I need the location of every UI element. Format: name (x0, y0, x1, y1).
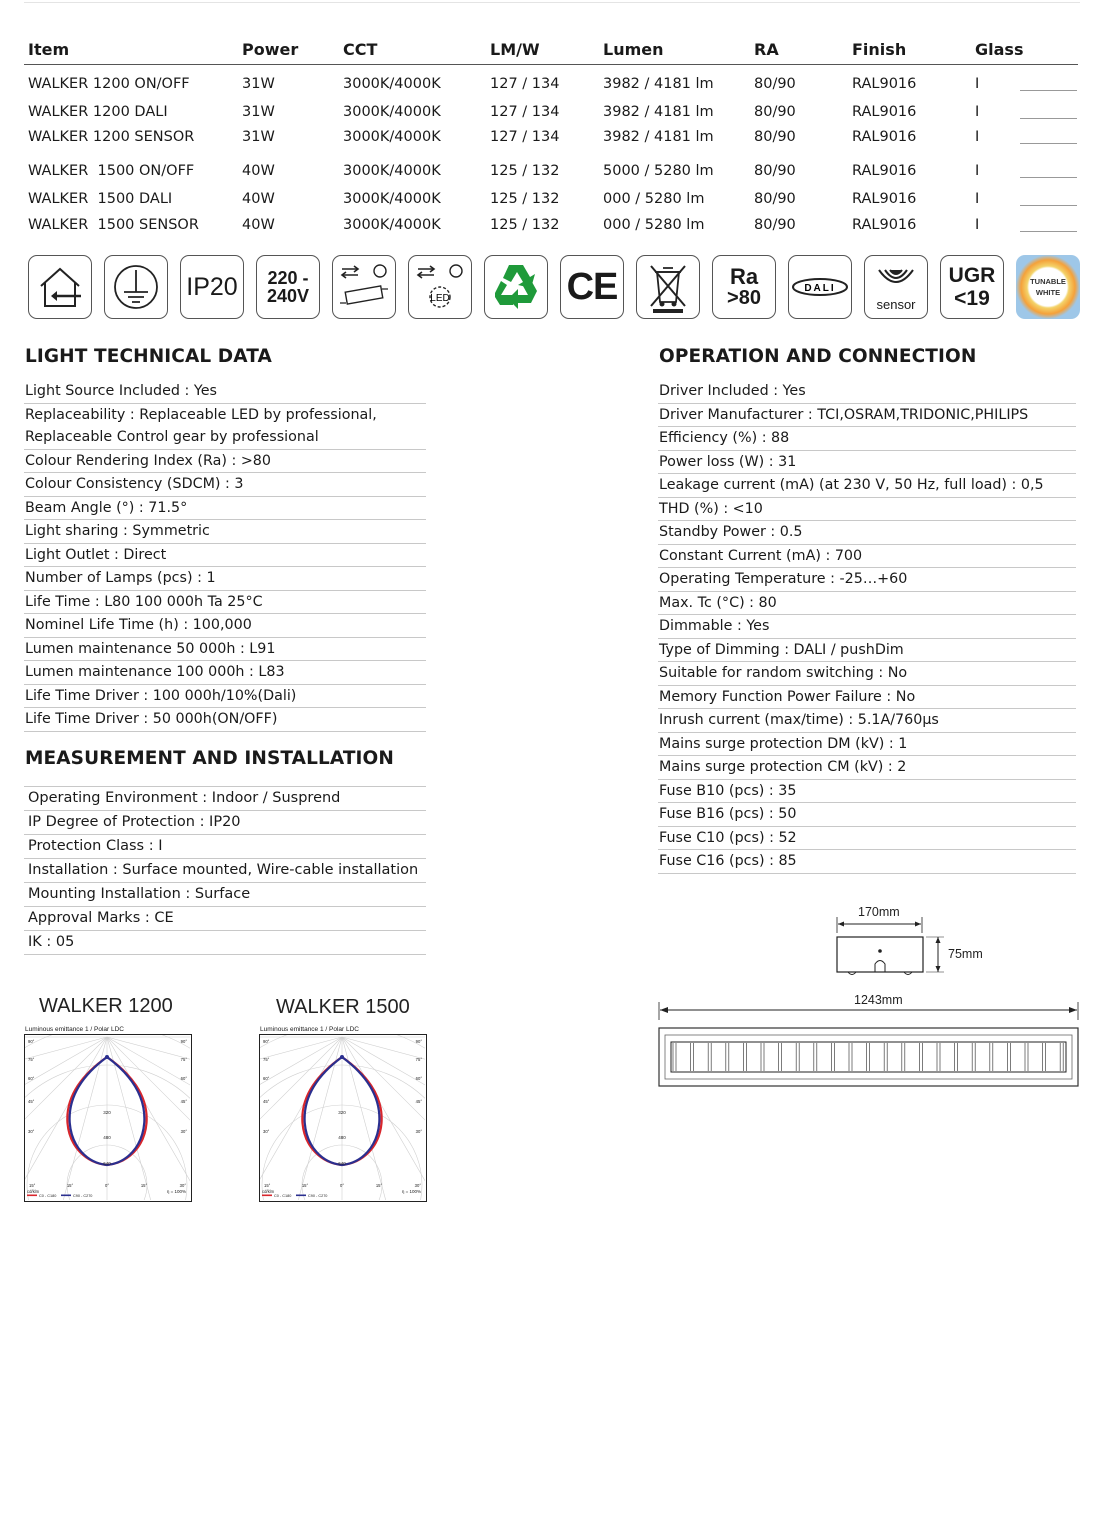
angle-label-bottom: 15° (375, 1183, 383, 1188)
tunable-white-icon (1016, 255, 1080, 319)
legend-label-b: C90 - C270 (73, 1194, 93, 1198)
spec-row: Fuse B16 (pcs) : 50 (658, 803, 1076, 827)
glass-underline (1020, 118, 1077, 119)
cell-lmw: 127 / 134 (490, 104, 560, 120)
polar-grid-ring (25, 1035, 190, 1200)
spec-row: Inrush current (max/time) : 5.1A/760µs (658, 709, 1076, 733)
angle-label-bottom: 30° (179, 1183, 186, 1188)
angle-label-bottom: 15° (66, 1183, 74, 1188)
spec-row: Lumen maintenance 100 000h : L83 (24, 661, 426, 685)
cell-lmw: 127 / 134 (490, 76, 560, 92)
spec-row: Max. Tc (°C) : 80 (658, 592, 1076, 616)
polar-grid-ray (260, 1037, 342, 1157)
ring-label: 640 (338, 1161, 346, 1166)
col-header-power: Power (242, 40, 299, 59)
angle-label-bottom: 15° (29, 1183, 36, 1188)
polar-grid-ray (104, 1037, 190, 1200)
col-header-item: Item (28, 40, 70, 59)
ring-label: 640 (103, 1161, 111, 1166)
cell-lmw: 125 / 132 (490, 191, 560, 207)
spec-row: Life Time Driver : 100 000h/10%(Dali) (24, 685, 426, 709)
angle-label-left: 90° (28, 1039, 35, 1044)
spec-row: Protection Class : I (24, 835, 426, 859)
cell-power: 31W (242, 104, 275, 120)
ip-rating-text: IP20 (186, 272, 238, 301)
table-header (24, 36, 1078, 65)
led-label: LED (430, 293, 450, 304)
ldc-peak-point (340, 1055, 344, 1059)
angle-label-left: 75° (263, 1057, 270, 1062)
spec-row: Life Time Driver : 50 000h(ON/OFF) (24, 708, 426, 732)
spec-row: THD (%) : <10 (658, 498, 1076, 522)
angle-label-left: 60° (263, 1076, 270, 1081)
cell-item: WALKER 1200 SENSOR (28, 129, 195, 145)
spec-row: Fuse C10 (pcs) : 52 (658, 827, 1076, 851)
ugr-label: UGR (948, 264, 996, 287)
angle-label-right: 60° (415, 1076, 422, 1081)
dali-icon (788, 255, 852, 319)
cell-finish: RAL9016 (852, 76, 917, 92)
angle-label-right: 60° (180, 1076, 187, 1081)
ldc-left-caption: Luminous emittance 1 / Polar LDC (25, 1026, 124, 1033)
polar-grid-ray (45, 1037, 110, 1200)
col-header-finish: Finish (852, 40, 907, 59)
cell-item: WALKER 1200 DALI (28, 104, 168, 120)
spec-row: Fuse C16 (pcs) : 85 (658, 850, 1076, 874)
cell-lmw: 125 / 132 (490, 163, 560, 179)
ldc-left-title: WALKER 1200 (39, 995, 173, 1017)
ce-mark-icon (560, 255, 624, 319)
cell-power: 40W (242, 163, 275, 179)
angle-label-right: 75° (415, 1057, 422, 1062)
cell-cct: 3000K/4000K (343, 163, 441, 179)
angle-label-bottom: 0° (104, 1183, 110, 1188)
spec-row: Lumen maintenance 50 000h : L91 (24, 638, 426, 662)
table-row (24, 187, 1078, 211)
table-row (24, 72, 1078, 96)
led-driver-icon (408, 255, 472, 319)
protective-earth-icon (104, 255, 168, 319)
measurement-list (24, 786, 426, 955)
angle-label-left: 60° (28, 1076, 35, 1081)
ldc-efficiency: η = 100% (166, 1189, 186, 1194)
tunable-line-1: TUNABLE (1030, 277, 1066, 286)
spec-row: Driver Included : Yes (658, 380, 1076, 404)
polar-grid-ray (25, 1037, 107, 1157)
spec-row: Standby Power : 0.5 (658, 521, 1076, 545)
cell-lumen: 3982 / 4181 lm (603, 76, 714, 92)
sensor-label: sensor (876, 296, 916, 312)
spec-row: Approval Marks : CE (24, 907, 426, 931)
light-technical-list (24, 380, 426, 732)
angle-label-right: 75° (180, 1057, 187, 1062)
cell-power: 40W (242, 191, 275, 207)
legend-swatch-a (262, 1195, 272, 1197)
cell-item: WALKER 1500 ON/OFF (28, 163, 195, 179)
cell-finish: RAL9016 (852, 163, 917, 179)
recycle-icon (484, 255, 548, 319)
spec-row: Constant Current (mA) : 700 (658, 545, 1076, 569)
polar-grid-ray (342, 1037, 425, 1157)
cell-power: 31W (242, 76, 275, 92)
cell-cct: 3000K/4000K (343, 129, 441, 145)
cell-glass: I (975, 191, 980, 207)
glass-underline (1020, 231, 1077, 232)
cell-lumen: 3982 / 4181 lm (603, 104, 714, 120)
operation-title: OPERATION AND CONNECTION (659, 346, 977, 367)
angle-label-right: 30° (415, 1129, 422, 1134)
polar-grid-ray (339, 1037, 404, 1200)
polar-grid-ring (25, 1065, 190, 1200)
cell-power: 31W (242, 129, 275, 145)
polar-grid-ray (25, 1037, 110, 1200)
cell-cct: 3000K/4000K (343, 104, 441, 120)
top-rule (24, 2, 1080, 3)
polar-grid-ray (339, 1037, 425, 1200)
cell-cct: 3000K/4000K (343, 217, 441, 233)
cell-power: 40W (242, 217, 275, 233)
angle-label-bottom: 30° (414, 1183, 421, 1188)
dali-label: DALI (804, 283, 836, 294)
angle-label-left: 30° (263, 1129, 270, 1134)
ring-label: 320 (338, 1110, 346, 1115)
ldc-peak-point (105, 1055, 109, 1059)
cell-cct: 3000K/4000K (343, 191, 441, 207)
polar-grid-ray (280, 1037, 345, 1200)
cell-ra: 80/90 (754, 191, 796, 207)
dim-width-label: 170mm (858, 905, 900, 919)
angle-label-right: 30° (180, 1129, 187, 1134)
cell-lumen: 3982 / 4181 lm (603, 129, 714, 145)
spec-row: Power loss (W) : 31 (658, 451, 1076, 475)
spec-row: Beam Angle (°) : 71.5° (24, 497, 426, 521)
legend-swatch-b (296, 1195, 306, 1197)
spec-row: Driver Manufacturer : TCI,OSRAM,TRIDONIC,PHILIPS (658, 404, 1076, 428)
col-header-cct: CCT (343, 40, 378, 59)
ldc-efficiency: η = 100% (401, 1189, 421, 1194)
ring-label: 320 (103, 1110, 111, 1115)
cell-finish: RAL9016 (852, 129, 917, 145)
ldc-right-caption: Luminous emittance 1 / Polar LDC (260, 1026, 359, 1033)
ldc-right-chart (259, 1034, 427, 1202)
spec-row: Mains surge protection DM (kV) : 1 (658, 733, 1076, 757)
spec-row: Mounting Installation : Surface (24, 883, 426, 907)
cell-ra: 80/90 (754, 163, 796, 179)
cell-finish: RAL9016 (852, 217, 917, 233)
operation-list (658, 380, 1076, 874)
spec-row: Fuse B10 (pcs) : 35 (658, 780, 1076, 804)
spec-row: Suitable for random switching : No (658, 662, 1076, 686)
ra-value: >80 (727, 287, 761, 309)
voltage-badge (256, 255, 320, 319)
ldc-left-chart (24, 1034, 192, 1202)
angle-label-bottom: 15° (301, 1183, 309, 1188)
spec-row: Light Source Included : Yes (24, 380, 426, 404)
polar-grid-ray (104, 1037, 169, 1200)
col-header-lmw: LM/W (490, 40, 540, 59)
cell-item: WALKER 1500 SENSOR (28, 217, 199, 233)
angle-label-left: 75° (28, 1057, 35, 1062)
angle-label-left: 90° (263, 1039, 270, 1044)
certification-icon-strip (28, 255, 1082, 323)
angle-label-right: 45° (415, 1099, 422, 1104)
product-table (24, 36, 1078, 233)
ugr-value: <19 (954, 287, 990, 310)
angle-label-left: 45° (263, 1099, 270, 1104)
col-header-lumen: Lumen (603, 40, 664, 59)
angle-label-bottom: 0° (339, 1183, 345, 1188)
angle-label-bottom: 15° (140, 1183, 148, 1188)
spec-row: Replaceable Control gear by professional (24, 426, 426, 450)
spec-row: Light Outlet : Direct (24, 544, 426, 568)
polar-grid-ray (25, 1037, 110, 1200)
cell-cct: 3000K/4000K (343, 76, 441, 92)
glass-underline (1020, 177, 1077, 178)
spec-row: IP Degree of Protection : IP20 (24, 811, 426, 835)
table-row (24, 125, 1078, 149)
table-row (24, 100, 1078, 124)
spec-row: Light sharing : Symmetric (24, 520, 426, 544)
polar-grid-ray (107, 1037, 190, 1157)
angle-label-right: 90° (180, 1039, 187, 1044)
spec-row: Colour Rendering Index (Ra) : >80 (24, 450, 426, 474)
glass-underline (1020, 90, 1077, 91)
spec-row: Number of Lamps (pcs) : 1 (24, 567, 426, 591)
driver-icon (332, 255, 396, 319)
polar-grid-ray (260, 1037, 345, 1200)
measurement-title: MEASUREMENT AND INSTALLATION (25, 748, 394, 769)
legend-label-a: C0 - C180 (39, 1194, 57, 1198)
cell-lmw: 127 / 134 (490, 129, 560, 145)
angle-label-right: 45° (180, 1099, 187, 1104)
angle-label-left: 30° (28, 1129, 35, 1134)
voltage-line-2: 240V (266, 286, 310, 306)
tunable-line-2: WHITE (1035, 287, 1061, 297)
ring-label: 480 (338, 1135, 346, 1140)
ugr-badge (940, 255, 1004, 319)
ldc-unit: cd/klm (27, 1189, 40, 1194)
cell-glass: I (975, 163, 980, 179)
cell-lumen: 5000 / 5280 lm (603, 163, 714, 179)
cell-glass: I (975, 104, 980, 120)
polar-grid-ray (260, 1037, 345, 1200)
table-row (24, 159, 1078, 183)
cell-item: WALKER 1500 DALI (28, 191, 173, 207)
cell-finish: RAL9016 (852, 104, 917, 120)
cell-finish: RAL9016 (852, 191, 917, 207)
cell-lmw: 125 / 132 (490, 217, 560, 233)
spec-row: Life Time : L80 100 000h Ta 25°C (24, 591, 426, 615)
ldc-unit: cd/klm (262, 1189, 275, 1194)
glass-underline (1020, 143, 1077, 144)
table-row (24, 213, 1078, 237)
angle-label-bottom: 15° (264, 1183, 271, 1188)
cell-item: WALKER 1200 ON/OFF (28, 76, 190, 92)
spec-row: Nominel Life Time (h) : 100,000 (24, 614, 426, 638)
col-header-glass: Glass (975, 40, 1024, 59)
cell-glass: I (975, 217, 980, 233)
ip-rating-badge (180, 255, 244, 319)
spec-row: Dimmable : Yes (658, 615, 1076, 639)
cell-glass: I (975, 76, 980, 92)
cell-ra: 80/90 (754, 129, 796, 145)
spec-row: Leakage current (mA) (at 230 V, 50 Hz, full load) : 0,5 (658, 474, 1076, 498)
spec-row: IK : 05 (24, 931, 426, 955)
legend-swatch-a (27, 1195, 37, 1197)
polar-grid-ray (339, 1037, 425, 1200)
polar-grid-ray (104, 1037, 190, 1200)
spec-row: Operating Environment : Indoor / Susprend (24, 787, 426, 811)
polar-grid-ring (260, 1035, 425, 1200)
cell-lumen: 000 / 5280 lm (603, 217, 705, 233)
legend-label-a: C0 - C180 (274, 1194, 292, 1198)
cell-glass: I (975, 129, 980, 145)
ldc-right-title: WALKER 1500 (276, 996, 410, 1018)
dim-length-label: 1243mm (854, 993, 903, 1007)
spec-row: Colour Consistency (SDCM) : 3 (24, 473, 426, 497)
spec-row: Mains surge protection CM (kV) : 2 (658, 756, 1076, 780)
legend-swatch-b (61, 1195, 71, 1197)
spec-row: Memory Function Power Failure : No (658, 686, 1076, 710)
angle-label-left: 45° (28, 1099, 35, 1104)
voltage-line-1: 220 - (267, 268, 309, 288)
polar-grid-ring (260, 1065, 425, 1200)
spec-row: Operating Temperature : -25…+60 (658, 568, 1076, 592)
angle-label-right: 90° (415, 1039, 422, 1044)
indoor-house-icon (28, 255, 92, 319)
dim-height-label: 75mm (948, 947, 983, 961)
ring-label: 480 (103, 1135, 111, 1140)
ce-mark-text: CE (566, 266, 618, 308)
glass-underline (1020, 205, 1077, 206)
cell-ra: 80/90 (754, 76, 796, 92)
cell-ra: 80/90 (754, 104, 796, 120)
weee-bin-icon (636, 255, 700, 319)
ra-badge (712, 255, 776, 319)
light-technical-title: LIGHT TECHNICAL DATA (25, 346, 272, 367)
spec-row: Installation : Surface mounted, Wire-cable installation (24, 859, 426, 883)
cell-lumen: 000 / 5280 lm (603, 191, 705, 207)
cell-ra: 80/90 (754, 217, 796, 233)
spec-row: Type of Dimming : DALI / pushDim (658, 639, 1076, 663)
spec-row: Efficiency (%) : 88 (658, 427, 1076, 451)
legend-label-b: C90 - C270 (308, 1194, 328, 1198)
sensor-icon (864, 255, 928, 319)
spec-row: Replaceability : Replaceable LED by professional, (25, 406, 377, 423)
ra-label: Ra (729, 264, 759, 289)
col-header-ra: RA (754, 40, 779, 59)
